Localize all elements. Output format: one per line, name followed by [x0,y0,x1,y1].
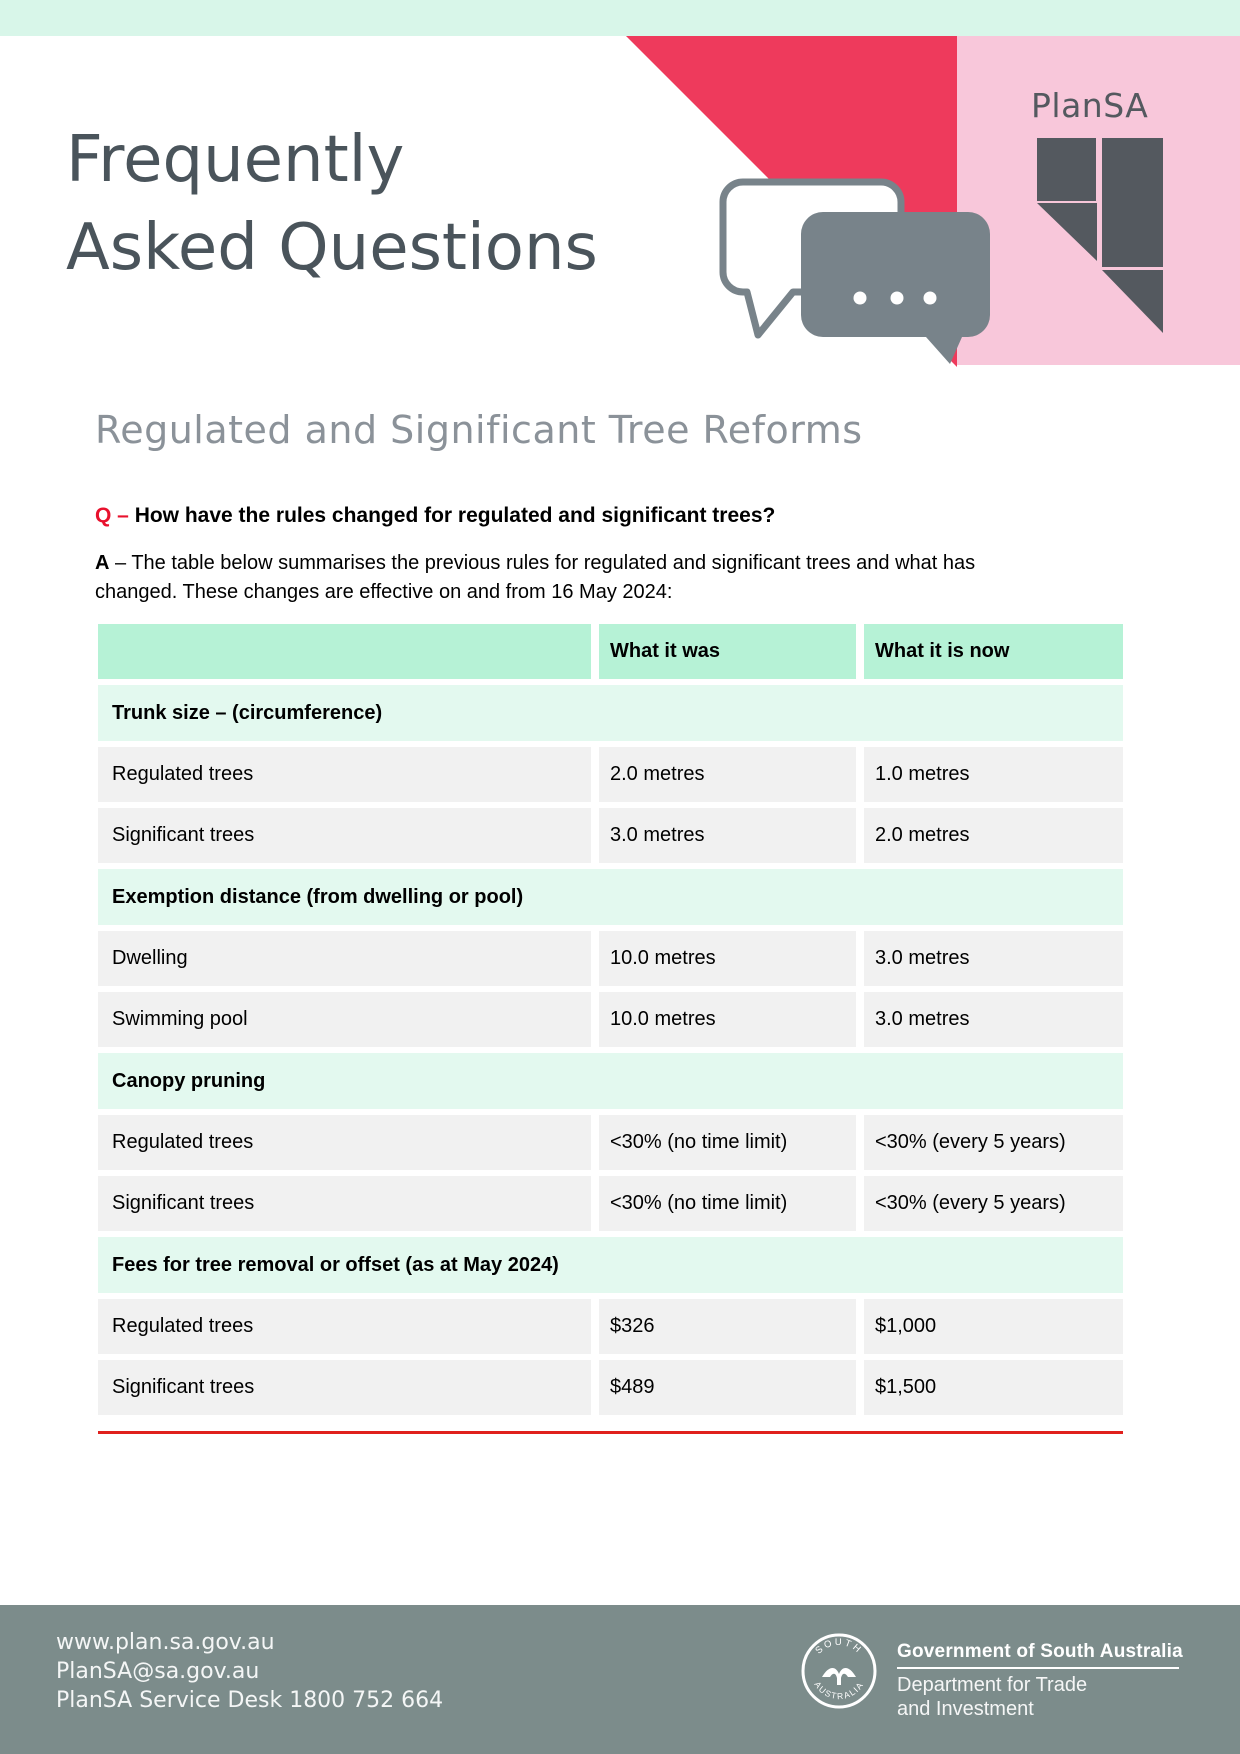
government-block [897,1640,1183,1721]
table-cell: Regulated trees [98,1299,591,1354]
red-divider-rule [98,1431,1123,1434]
table-cell: 1.0 metres [864,747,1123,802]
footer-website: www.plan.sa.gov.au [56,1630,275,1655]
answer-paragraph [95,549,1035,606]
table-cell: <30% (no time limit) [599,1115,856,1170]
question-prefix: Q – [95,504,129,527]
sa-government-emblem-icon [800,1632,878,1710]
answer-line2: changed. These changes are effective on and from 16 May 2024: [95,580,673,603]
table-cell: <30% (every 5 years) [864,1176,1123,1231]
faq-heading [66,116,598,292]
table-cell: 2.0 metres [599,747,856,802]
plansa-logo-icon [1037,138,1163,333]
emblem-bottom-text: AUSTRALIA [812,1679,866,1702]
emblem-top-text: SOUTH [813,1636,865,1657]
table-cell: <30% (no time limit) [599,1176,856,1231]
table-cell: Significant trees [98,1360,591,1415]
table-cell: 3.0 metres [864,931,1123,986]
table-cell: 3.0 metres [599,808,856,863]
answer-prefix: A [95,552,110,574]
footer-service-desk: PlanSA Service Desk 1800 752 664 [56,1688,444,1713]
table-cell: Swimming pool [98,992,591,1047]
table-cell: Dwelling [98,931,591,986]
table-cell: Significant trees [98,1176,591,1231]
answer-line1-text: – The table below summarises the previous rules for regulated and significant trees and what has [109,552,976,574]
table-cell: $1,500 [864,1360,1123,1415]
column-header-what-it-was: What it was [599,624,856,679]
table-cell: 10.0 metres [599,992,856,1047]
table-cell: 10.0 metres [599,931,856,986]
plansa-logo-text: PlanSA [1031,86,1149,125]
speech-bubbles-icon [690,165,1010,375]
table-cell: $326 [599,1299,856,1354]
question-text: How have the rules changed for regulated and significant trees? [128,504,776,527]
table-cell: $489 [599,1360,856,1415]
section-header-fees: Fees for tree removal or offset (as at May 2024) [98,1237,1123,1293]
page-title: Regulated and Significant Tree Reforms [95,408,863,452]
section-header-exemption-distance: Exemption distance (from dwelling or pool) [98,869,1123,925]
faq-heading-line1: Frequently [66,123,405,197]
table-cell: 3.0 metres [864,992,1123,1047]
question-line [95,501,1075,531]
table-cell: 2.0 metres [864,808,1123,863]
section-header-trunk-size: Trunk size – (circumference) [98,685,1123,741]
section-header-canopy-pruning: Canopy pruning [98,1053,1123,1109]
government-divider [897,1667,1179,1669]
footer-contacts [56,1628,443,1715]
footer-email: PlanSA@sa.gov.au [56,1659,260,1684]
table-cell: Significant trees [98,808,591,863]
piping-shrike-bird [822,1668,856,1685]
department-line1: Department for Trade [897,1674,1088,1696]
table-cell: <30% (every 5 years) [864,1115,1123,1170]
rules-comparison-table [98,624,1123,1415]
faq-heading-line2: Asked Questions [66,211,598,285]
footer-bar [0,1605,1240,1754]
column-header-what-it-is-now: What it is now [864,624,1123,679]
column-header-blank [98,624,591,679]
answer-line1 [95,549,1035,578]
table-cell: Regulated trees [98,747,591,802]
department-line2: and Investment [897,1698,1034,1720]
table-cell: $1,000 [864,1299,1123,1354]
top-accent-bar [0,0,1240,36]
government-title: Government of South Australia [897,1641,1183,1662]
table-cell: Regulated trees [98,1115,591,1170]
